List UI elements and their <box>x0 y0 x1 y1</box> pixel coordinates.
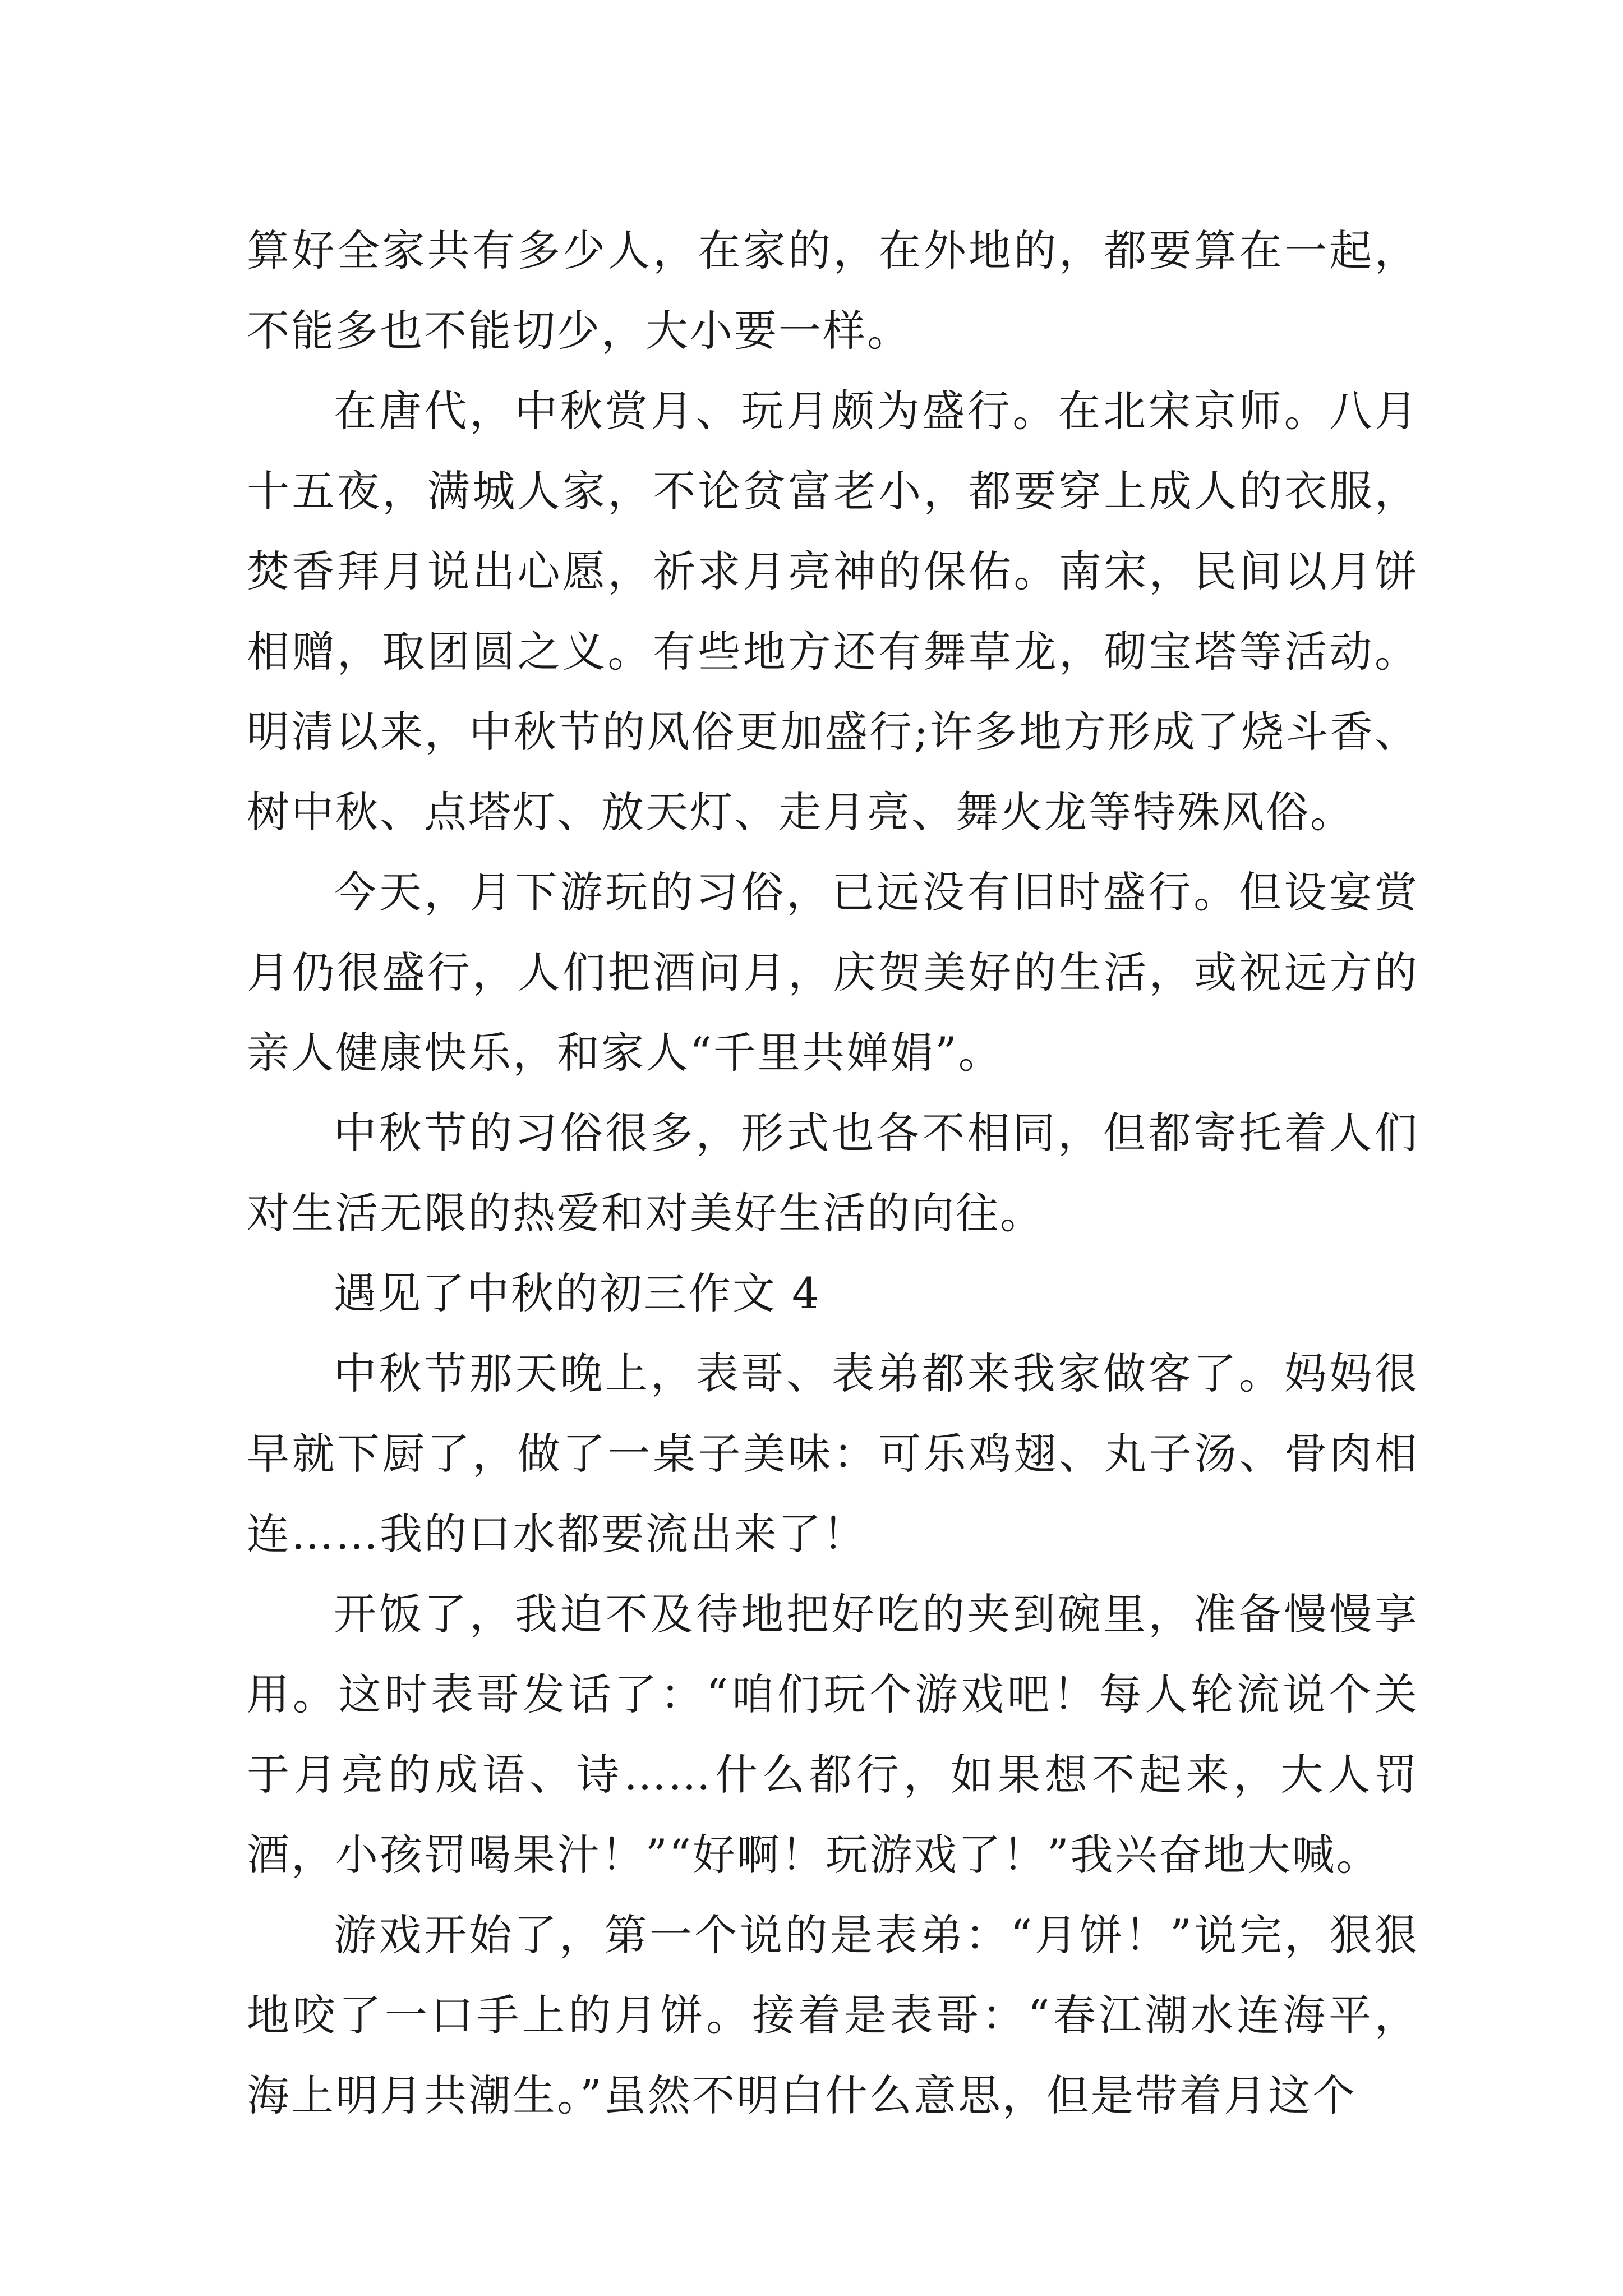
paragraph-7: 游戏开始了，第一个说的是表弟：“月饼！”说完，狠狠地咬了一口手上的月饼。接着是表哥：“春江潮水连海平，海上明月共潮生。”虽然不明白什么意思，但是带着月这个 <box>247 1910 1419 2120</box>
document-body <box>247 210 1419 2136</box>
paragraph-2: 在唐代，中秋赏月、玩月颇为盛行。在北宋京师。八月十五夜，满城人家，不论贫富老小，都要穿上成人的衣服，焚香拜月说出心愿，祈求月亮神的保佑。南宋，民间以月饼相赠，取团圆之义。有些地方还有舞草龙，砌宝塔等活动。明清以来，中秋节的风俗更加盛行;许多地方形成了烧斗香、树中秋、点塔灯、放天灯、走月亮、舞火龙等特殊风俗。 <box>247 386 1419 837</box>
paragraph-5: 中秋节那天晚上，表哥、表弟都来我家做客了。妈妈很早就下厨了，做了一桌子美味：可乐鸡翅、丸子汤、骨肉相连……我的口水都要流出来了！ <box>247 1349 1419 1559</box>
section-heading: 遇见了中秋的初三作文 4 <box>334 1268 821 1318</box>
paragraph-4: 中秋节的习俗很多，形式也各不相同，但都寄托着人们对生活无限的热爱和对美好生活的向往。 <box>247 1108 1419 1238</box>
paragraph-1: 算好全家共有多少人，在家的，在外地的，都要算在一起，不能多也不能切少，大小要一样。 <box>247 226 1419 356</box>
paragraph-3: 今天，月下游玩的习俗，已远没有旧时盛行。但设宴赏月仍很盛行，人们把酒问月，庆贺美好的生活，或祝远方的亲人健康快乐，和家人“千里共婵娟”。 <box>247 867 1419 1078</box>
paragraph-6: 开饭了，我迫不及待地把好吃的夹到碗里，准备慢慢享用。这时表哥发话了：“咱们玩个游戏吧！每人轮流说个关于月亮的成语、诗……什么都行，如果想不起来，大人罚酒，小孩罚喝果汁！”“好啊！玩游戏了！”我兴奋地大喊。 <box>247 1589 1419 1880</box>
